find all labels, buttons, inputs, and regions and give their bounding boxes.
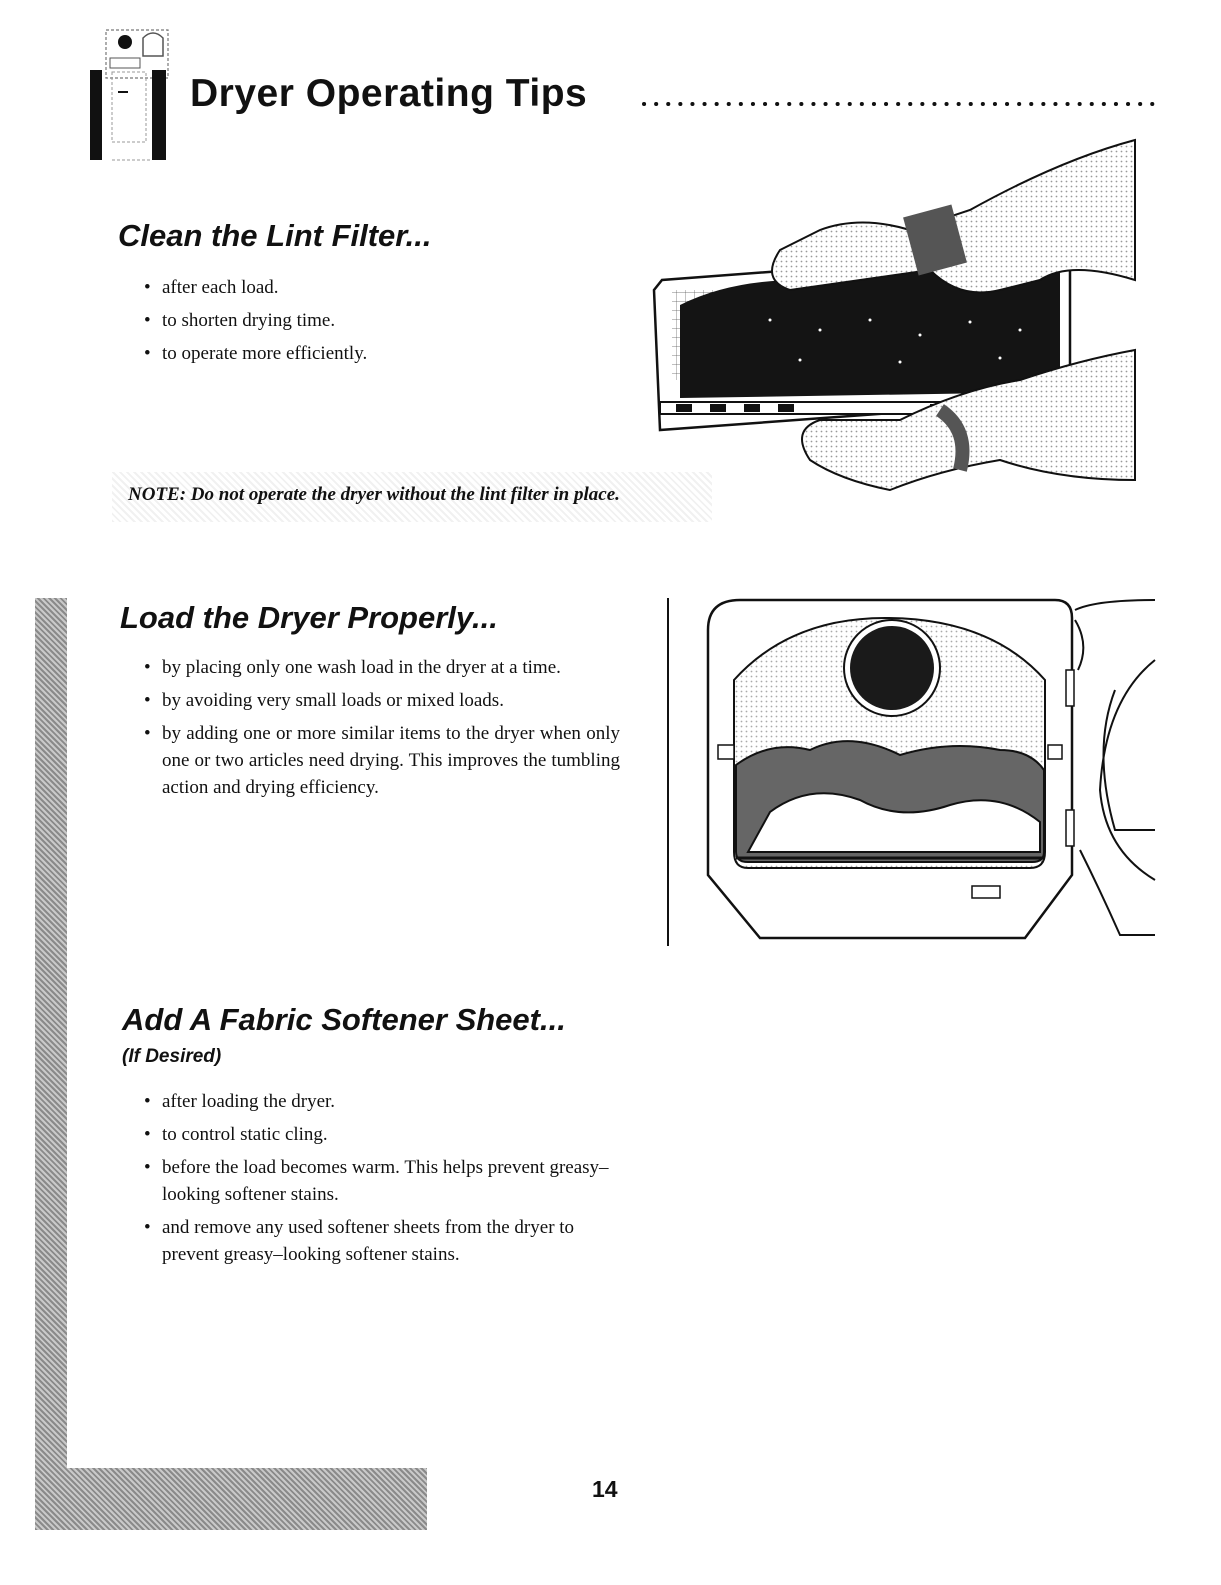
list-item: • to control static cling. — [140, 1121, 630, 1148]
load-section-title: Load the Dryer Properly... — [120, 600, 498, 635]
list-item: • to shorten drying time. — [140, 307, 560, 334]
softener-section-subtitle: (If Desired) — [122, 1046, 222, 1067]
list-item: • by avoiding very small loads or mixed loads. — [140, 687, 620, 714]
dryer-drum-with-clothes-illustration — [700, 590, 1160, 950]
column-divider — [667, 598, 669, 946]
list-item: • and remove any used softener sheets from the dryer to prevent greasy–looking softener stains. — [140, 1214, 630, 1268]
page-title: Dryer Operating Tips — [190, 72, 588, 115]
lint-tips-list — [140, 274, 560, 373]
list-item: • after loading the dryer. — [140, 1088, 630, 1115]
title-leader-dots — [640, 82, 1160, 112]
list-item: • to operate more efficiently. — [140, 340, 560, 367]
list-item: • by adding one or more similar items to the dryer when only one or two articles need drying. This improves the tumbling action and drying efficiency. — [140, 720, 620, 801]
page-number: 14 — [592, 1476, 618, 1502]
side-tab-bar — [35, 598, 67, 1530]
lint-section-title: Clean the Lint Filter... — [118, 218, 432, 253]
list-item: • after each load. — [140, 274, 560, 301]
list-item: • by placing only one wash load in the dryer at a time. — [140, 654, 620, 681]
lint-filter-note: NOTE: Do not operate the dryer without the lint filter in place. — [128, 484, 620, 505]
softener-tips-list — [140, 1088, 630, 1274]
dryer-section-icon — [88, 22, 198, 172]
softener-section-title: Add A Fabric Softener Sheet... — [122, 1002, 566, 1037]
bottom-tab-bar — [35, 1468, 427, 1530]
hands-removing-lint-filter-illustration — [640, 130, 1140, 520]
list-item: • before the load becomes warm. This helps prevent greasy–looking softener stains. — [140, 1154, 630, 1208]
load-tips-list — [140, 654, 620, 807]
